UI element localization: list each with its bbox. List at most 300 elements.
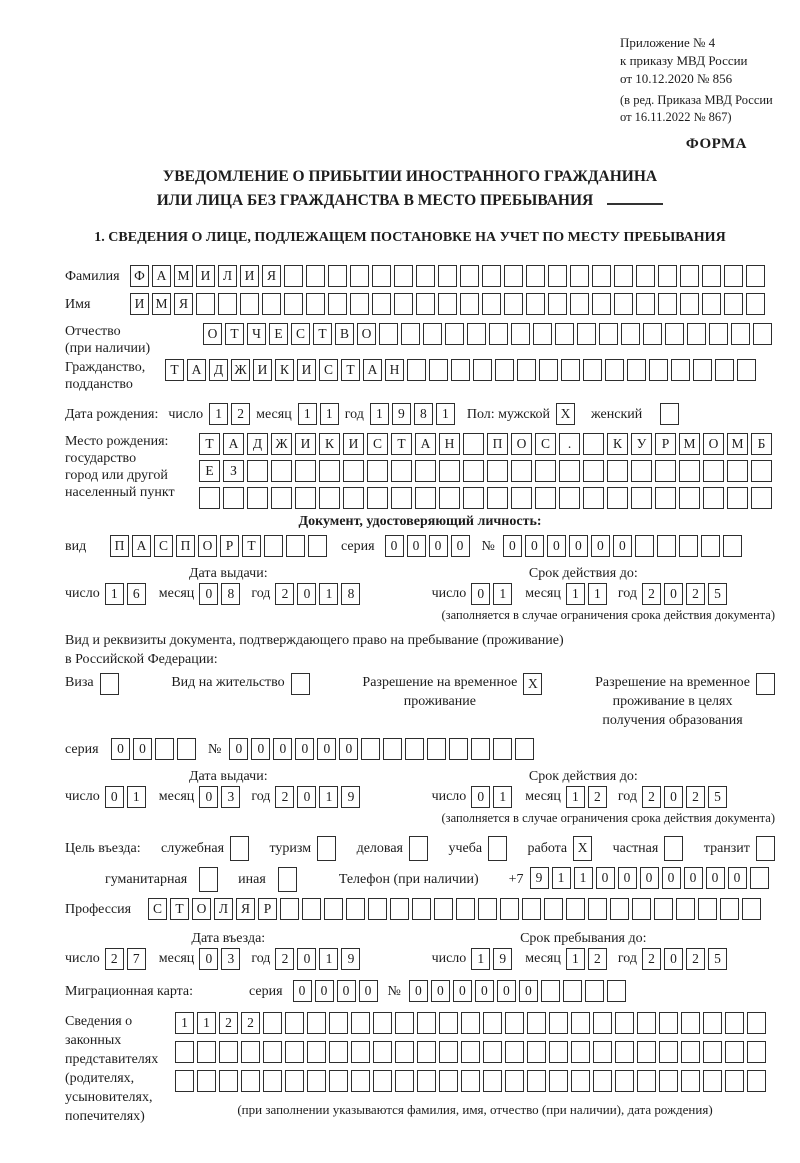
expiry-day-boxes	[471, 583, 512, 605]
char-box: Т	[242, 535, 261, 557]
char-box	[343, 487, 364, 509]
title-line-1: УВЕДОМЛЕНИЕ О ПРИБЫТИИ ИНОСТРАННОГО ГРАЖДАНИНА	[162, 168, 658, 185]
char-box	[487, 487, 508, 509]
char-box: К	[275, 359, 294, 381]
birth-place-row2	[199, 460, 772, 482]
char-box: С	[367, 433, 388, 455]
char-box	[439, 1041, 458, 1063]
char-box	[295, 460, 316, 482]
char-box	[621, 323, 640, 345]
char-box	[731, 323, 750, 345]
char-box	[423, 323, 442, 345]
char-box	[615, 1070, 634, 1092]
char-box	[636, 265, 655, 287]
char-box: 1	[320, 403, 339, 425]
char-box	[751, 460, 772, 482]
birth-day-boxes	[209, 403, 250, 425]
char-box: 0	[547, 535, 566, 557]
char-box: 0	[111, 738, 130, 760]
char-box: 2	[105, 948, 124, 970]
char-box	[412, 898, 431, 920]
char-box	[747, 1041, 766, 1063]
entry-year-boxes	[275, 948, 360, 970]
char-box	[680, 293, 699, 315]
char-box	[241, 1041, 260, 1063]
char-box	[372, 293, 391, 315]
char-box	[637, 1041, 656, 1063]
char-box	[527, 1012, 546, 1034]
char-box	[593, 1070, 612, 1092]
char-box: 0	[273, 738, 292, 760]
doc-kind-label: вид	[65, 539, 87, 554]
char-box: Ч	[247, 323, 266, 345]
char-box: 1	[566, 948, 585, 970]
char-box: 6	[127, 583, 146, 605]
char-box	[637, 1012, 656, 1034]
char-box	[702, 293, 721, 315]
char-box: Я	[236, 898, 255, 920]
purpose-option-checkbox	[664, 836, 683, 861]
gender-female-label: женский	[591, 407, 643, 422]
char-box	[460, 293, 479, 315]
purpose-option-humanitarian: гуманитарная	[105, 867, 218, 892]
char-box	[679, 535, 698, 557]
char-box: 0	[199, 948, 218, 970]
char-box: 2	[275, 786, 294, 808]
char-box	[367, 487, 388, 509]
char-box: Р	[655, 433, 676, 455]
char-box	[607, 460, 628, 482]
char-box: И	[130, 293, 149, 315]
char-box: Р	[258, 898, 277, 920]
char-box	[307, 1012, 326, 1034]
char-box: 2	[231, 403, 250, 425]
birth-place-boxes	[199, 433, 772, 509]
document-title	[45, 165, 775, 213]
entry-date-heading: Дата въезда:	[191, 931, 266, 946]
char-box	[658, 265, 677, 287]
char-box: 9	[341, 786, 360, 808]
char-box	[438, 265, 457, 287]
char-box: 0	[429, 535, 448, 557]
char-box: 9	[493, 948, 512, 970]
char-box	[746, 265, 765, 287]
citizenship-boxes	[165, 359, 756, 381]
identity-doc-note: (заполняется в случае ограничения срока действия документа)	[441, 608, 775, 622]
char-box: С	[535, 433, 556, 455]
char-box	[379, 323, 398, 345]
char-box	[247, 460, 268, 482]
char-box: Я	[262, 265, 281, 287]
birth-place-label: Место рождения: государство город или другой населенный пункт	[65, 434, 175, 500]
char-box	[218, 293, 237, 315]
char-box: 1	[319, 786, 338, 808]
char-box: 2	[588, 786, 607, 808]
char-box	[463, 433, 484, 455]
char-box: 1	[298, 403, 317, 425]
char-box	[658, 293, 677, 315]
char-box	[649, 359, 668, 381]
char-box	[439, 1070, 458, 1092]
char-box	[478, 898, 497, 920]
char-box	[500, 898, 519, 920]
char-box: 0	[664, 583, 683, 605]
char-box: 0	[613, 535, 632, 557]
char-box	[539, 359, 558, 381]
char-box	[544, 898, 563, 920]
issue-date-heading: Дата выдачи:	[188, 566, 268, 581]
char-box: 0	[451, 535, 470, 557]
char-box	[319, 460, 340, 482]
char-box	[467, 323, 486, 345]
char-box	[307, 1041, 326, 1063]
char-box	[417, 1041, 436, 1063]
char-box: 1	[493, 786, 512, 808]
purpose-option-checkbox	[756, 836, 775, 861]
char-box: 0	[317, 738, 336, 760]
char-box	[415, 460, 436, 482]
char-box: К	[607, 433, 628, 455]
char-box	[627, 359, 646, 381]
char-box	[271, 487, 292, 509]
char-box: Д	[209, 359, 228, 381]
char-box: 3	[221, 948, 240, 970]
char-box: О	[511, 433, 532, 455]
entry-date: число 2 7 месяц 0 3 год 2 0 1 9	[65, 948, 360, 970]
birth-month-boxes	[298, 403, 339, 425]
char-box	[271, 460, 292, 482]
char-box	[511, 487, 532, 509]
char-box: 1	[127, 786, 146, 808]
purpose-option	[448, 836, 507, 861]
purpose-option-label: частная	[612, 841, 659, 856]
char-box: 0	[519, 980, 538, 1002]
char-box: 3	[221, 786, 240, 808]
birth-date-row	[65, 403, 775, 427]
char-box: Т	[199, 433, 220, 455]
char-box: 0	[618, 867, 637, 889]
char-box	[395, 1012, 414, 1034]
char-box	[439, 460, 460, 482]
char-box	[373, 1041, 392, 1063]
char-box	[703, 460, 724, 482]
residence-expiry-heading: Срок действия до:	[528, 769, 638, 784]
char-box: М	[679, 433, 700, 455]
char-box	[655, 487, 676, 509]
char-box	[284, 265, 303, 287]
char-box	[445, 323, 464, 345]
char-box: Д	[247, 433, 268, 455]
char-box	[592, 293, 611, 315]
char-box: 0	[497, 980, 516, 1002]
char-box	[549, 1070, 568, 1092]
char-box	[549, 1041, 568, 1063]
char-box	[495, 359, 514, 381]
char-box	[438, 293, 457, 315]
char-box	[395, 1070, 414, 1092]
doc-number-label: №	[481, 539, 495, 554]
char-box: Т	[313, 323, 332, 345]
char-box	[505, 1041, 524, 1063]
char-box	[175, 1041, 194, 1063]
char-box: 0	[293, 980, 312, 1002]
char-box	[504, 265, 523, 287]
char-box	[615, 1012, 634, 1034]
char-box	[725, 1041, 744, 1063]
entry-month-boxes	[199, 948, 240, 970]
char-box: 9	[530, 867, 549, 889]
char-box	[583, 487, 604, 509]
char-box	[659, 1012, 678, 1034]
patronymic-boxes	[203, 323, 772, 345]
identity-doc-kind-row	[65, 535, 775, 559]
char-box	[703, 1041, 722, 1063]
char-box	[263, 1070, 282, 1092]
char-box	[306, 265, 325, 287]
char-box: И	[196, 265, 215, 287]
char-box	[526, 265, 545, 287]
char-box	[417, 1070, 436, 1092]
char-box	[720, 898, 739, 920]
migration-number-boxes	[409, 980, 626, 1002]
char-box	[328, 265, 347, 287]
char-box: Р	[220, 535, 239, 557]
char-box: С	[291, 323, 310, 345]
char-box: 2	[275, 583, 294, 605]
char-box	[307, 1070, 326, 1092]
purpose-option-checkbox	[409, 836, 428, 861]
char-box: 0	[199, 583, 218, 605]
char-box	[373, 1070, 392, 1092]
char-box: И	[240, 265, 259, 287]
char-box: 0	[591, 535, 610, 557]
char-box: 0	[407, 535, 426, 557]
char-box: 2	[686, 948, 705, 970]
char-box	[517, 359, 536, 381]
char-box	[681, 1070, 700, 1092]
char-box	[350, 265, 369, 287]
char-box: 5	[708, 583, 727, 605]
char-box	[614, 293, 633, 315]
char-box: 2	[642, 786, 661, 808]
char-box	[679, 460, 700, 482]
char-box: Я	[174, 293, 193, 315]
char-box: 5	[708, 948, 727, 970]
char-box: 7	[127, 948, 146, 970]
char-box	[615, 1041, 634, 1063]
char-box	[416, 293, 435, 315]
char-box	[747, 1012, 766, 1034]
char-box: В	[335, 323, 354, 345]
char-box: 0	[297, 786, 316, 808]
char-box: 1	[493, 583, 512, 605]
purpose-option-label: работа	[527, 841, 568, 856]
char-box	[461, 1070, 480, 1092]
char-box	[725, 1012, 744, 1034]
char-box	[570, 265, 589, 287]
char-box	[240, 293, 259, 315]
legal-reps-row2	[175, 1041, 775, 1063]
char-box	[390, 898, 409, 920]
char-box	[372, 265, 391, 287]
char-box: 0	[105, 786, 124, 808]
char-box	[746, 293, 765, 315]
char-box	[561, 359, 580, 381]
char-box	[549, 1012, 568, 1034]
annex-header	[620, 34, 800, 126]
legal-reps-row3	[175, 1070, 775, 1092]
char-box	[504, 293, 523, 315]
char-box: 0	[664, 786, 683, 808]
residence-permit-option: Вид на жительство	[171, 673, 309, 695]
char-box	[593, 1012, 612, 1034]
char-box	[535, 460, 556, 482]
char-box: П	[176, 535, 195, 557]
char-box: А	[415, 433, 436, 455]
char-box: И	[295, 433, 316, 455]
char-box	[555, 323, 574, 345]
char-box	[737, 359, 756, 381]
expiry-month-boxes	[566, 583, 607, 605]
annex-line: Приложение № 4	[620, 35, 716, 50]
char-box: У	[631, 433, 652, 455]
birth-place-row1	[199, 433, 772, 455]
char-box: 1	[566, 786, 585, 808]
char-box	[563, 980, 582, 1002]
char-box	[395, 1041, 414, 1063]
char-box	[559, 460, 580, 482]
char-box	[742, 898, 761, 920]
char-box: 0	[662, 867, 681, 889]
char-box: 0	[471, 583, 490, 605]
char-box: 2	[275, 948, 294, 970]
char-box	[637, 1070, 656, 1092]
char-box	[280, 898, 299, 920]
char-box	[533, 323, 552, 345]
char-box	[471, 738, 490, 760]
identity-doc-dates	[65, 583, 775, 605]
purpose-option-checkbox	[230, 836, 249, 861]
char-box	[571, 1012, 590, 1034]
residence-number-boxes	[229, 738, 534, 760]
char-box: Н	[385, 359, 404, 381]
edu-residence-option: Разрешение на временное проживание в целях получения образования	[595, 673, 775, 730]
char-box	[753, 323, 772, 345]
char-box: О	[192, 898, 211, 920]
char-box	[703, 1012, 722, 1034]
char-box	[493, 738, 512, 760]
char-box: X	[523, 673, 542, 695]
citizenship-label: Гражданство, подданство	[65, 360, 146, 392]
char-box	[505, 1012, 524, 1034]
char-box	[679, 487, 700, 509]
char-box: 2	[686, 786, 705, 808]
entry-date-headings	[65, 930, 775, 947]
char-box: 1	[588, 583, 607, 605]
char-box: А	[363, 359, 382, 381]
migration-card-label: Миграционная карта:	[65, 984, 194, 999]
phone-label: Телефон (при наличии)	[338, 872, 479, 887]
char-box	[527, 1070, 546, 1092]
entry-stay-dates	[65, 948, 775, 970]
residence-issue-date: число 0 1 месяц 0 3 год 2 0 1 9	[65, 786, 360, 808]
char-box	[219, 1070, 238, 1092]
char-box: 5	[708, 786, 727, 808]
purpose-option	[357, 836, 428, 861]
firstname-row	[65, 293, 775, 317]
char-box	[285, 1041, 304, 1063]
char-box	[665, 323, 684, 345]
char-box: З	[223, 460, 244, 482]
char-box: 0	[297, 948, 316, 970]
char-box	[756, 673, 775, 695]
section1-heading: 1. СВЕДЕНИЯ О ЛИЦЕ, ПОДЛЕЖАЩЕМ ПОСТАНОВКЕ НА УЧЕТ ПО МЕСТУ ПРЕБЫВАНИЯ	[94, 230, 726, 245]
char-box: О	[198, 535, 217, 557]
char-box: И	[343, 433, 364, 455]
legal-reps-label: Сведения о законных представителях (родителях, усыновителях, попечителях)	[65, 1014, 159, 1124]
char-box	[350, 293, 369, 315]
char-box: 2	[686, 583, 705, 605]
char-box	[373, 1012, 392, 1034]
surname-label: Фамилия	[65, 269, 120, 284]
residence-issue-day-boxes	[105, 786, 146, 808]
migration-series-label: серия	[249, 984, 283, 999]
char-box	[643, 323, 662, 345]
annex-line: к приказу МВД России	[620, 53, 748, 68]
char-box	[701, 535, 720, 557]
char-box	[460, 265, 479, 287]
char-box	[599, 323, 618, 345]
residence-expiry-year-boxes	[642, 786, 727, 808]
char-box	[383, 738, 402, 760]
form-label: ФОРМА	[685, 136, 747, 152]
char-box	[461, 1041, 480, 1063]
residence-permit-checkbox	[291, 673, 310, 695]
char-box	[583, 359, 602, 381]
char-box	[583, 460, 604, 482]
char-box	[291, 673, 310, 695]
char-box	[263, 1041, 282, 1063]
humanitarian-checkbox	[199, 867, 218, 892]
char-box	[391, 460, 412, 482]
annex-line: от 10.12.2020 № 856	[620, 71, 733, 86]
char-box	[343, 460, 364, 482]
char-box	[401, 323, 420, 345]
char-box	[429, 359, 448, 381]
char-box: 0	[133, 738, 152, 760]
char-box: 2	[588, 948, 607, 970]
char-box	[571, 1041, 590, 1063]
char-box: 2	[642, 583, 661, 605]
migration-number-label: №	[387, 984, 401, 999]
char-box: 0	[297, 583, 316, 605]
purpose-option-label: деловая	[356, 841, 403, 856]
char-box: 0	[503, 535, 522, 557]
char-box	[473, 359, 492, 381]
char-box	[329, 1041, 348, 1063]
char-box	[681, 1041, 700, 1063]
gender-female-checkbox	[660, 403, 679, 425]
char-box	[463, 460, 484, 482]
annex-edit-line: (в ред. Приказа МВД России	[620, 93, 773, 107]
birth-year-label: год	[344, 407, 364, 422]
char-box	[199, 487, 220, 509]
residence-doc-date-headings	[65, 768, 775, 785]
char-box: 1	[319, 948, 338, 970]
char-box	[482, 293, 501, 315]
residence-expiry-date: число 0 1 месяц 1 2 год 2 0 2 5	[432, 786, 727, 808]
char-box: 0	[453, 980, 472, 1002]
